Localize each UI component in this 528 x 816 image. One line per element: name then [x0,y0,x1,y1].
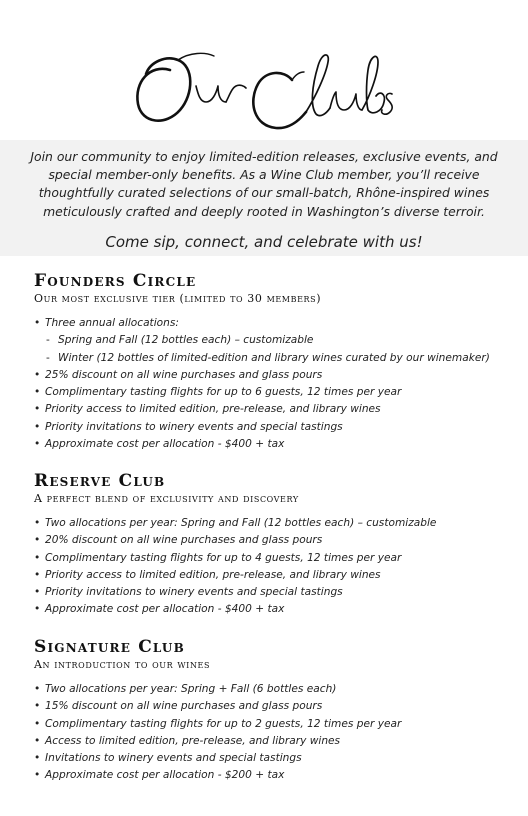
bullet-icon: • [34,551,41,564]
bullet-icon: • [34,386,41,399]
bullet-icon: • [34,752,41,765]
tagline: Come sip, connect, and celebrate with us! [105,233,423,251]
benefit-item: • Complimentary tasting flights for up to 4 guests, 12 times per year [34,550,514,567]
benefit-item: • Priority invitations to winery events and special tastings [34,419,514,436]
benefit-subitem: - Winter (12 bottles of limited-edition and library wines curated by our winemaker) [34,350,514,367]
bullet-icon: • [34,683,41,695]
intro-paragraph: Join our community to enjoy limited-edition releases, exclusive events, and special member-only benefits. As a Wine Club member, you’ll receive thoughtfully curated selections of our small-batch, Rhône-inspired wines meticulously crafted and deeply rooted in Washington’s diverse terroir. [30,149,498,219]
club-founders-circle [34,272,514,453]
bullet-icon: • [34,317,41,329]
benefit-item: • 20% discount on all wine purchases and glass pours [34,532,514,549]
benefit-item: • Priority access to limited edition, pre-release, and library wines [34,567,514,584]
benefit-item: • Complimentary tasting flights for up to 2 guests, 12 times per year [34,716,514,733]
benefit-item: • 15% discount on all wine purchases and glass pours [34,698,514,715]
benefit-item: • Priority access to limited edition, pre-release, and library wines [34,401,514,418]
benefit-item: • Invitations to winery events and special tastings [34,750,514,767]
bullet-icon: • [34,568,41,581]
bullet-icon: • [34,700,41,713]
page-title-script [0,22,528,134]
benefit-item: • Three annual allocations: [34,315,514,332]
bullet-icon: • [34,603,41,616]
benefit-item: • Two allocations per year: Spring + Fall (6 bottles each) [34,681,514,698]
club-subtitle: Our most exclusive tier (limited to 30 members) [34,292,322,305]
bullet-icon: • [34,586,41,599]
script-title-art [0,22,528,134]
bullet-icon: • [34,717,41,730]
benefit-item: • 25% discount on all wine purchases and glass pours [34,367,514,384]
bullet-icon: • [34,734,41,747]
dash-icon: - [46,334,50,347]
club-signature [34,638,514,785]
bullet-icon: • [34,534,41,547]
benefit-item: • Approximate cost per allocation - $400 + tax [34,436,514,453]
benefit-list [34,515,514,619]
bullet-icon: • [34,438,41,451]
club-subtitle: An introduction to our wines [34,658,211,671]
club-name: Founders Circle [34,271,197,291]
bullet-icon: • [34,769,41,782]
club-name: Reserve Club [34,471,166,491]
benefit-list [34,315,514,453]
club-subtitle: A perfect blend of exclusivity and discovery [34,492,299,505]
dash-icon: - [46,351,50,364]
bullet-icon: • [34,517,41,529]
benefit-item: • Access to limited edition, pre-release, and library wines [34,733,514,750]
bullet-icon: • [34,403,41,416]
club-name: Signature Club [34,637,185,657]
benefit-subitem: - Spring and Fall (12 bottles each) – customizable [34,332,514,349]
bullet-icon: • [34,368,41,381]
benefit-list [34,681,514,785]
bullet-icon: • [34,420,41,433]
benefit-item: • Two allocations per year: Spring and Fall (12 bottles each) – customizable [34,515,514,532]
benefit-item: • Priority invitations to winery events and special tastings [34,584,514,601]
benefit-item: • Approximate cost per allocation - $200 + tax [34,767,514,784]
benefit-item: • Complimentary tasting flights for up to 6 guests, 12 times per year [34,384,514,401]
club-reserve [34,472,514,619]
benefit-item: • Approximate cost per allocation - $400 + tax [34,601,514,618]
